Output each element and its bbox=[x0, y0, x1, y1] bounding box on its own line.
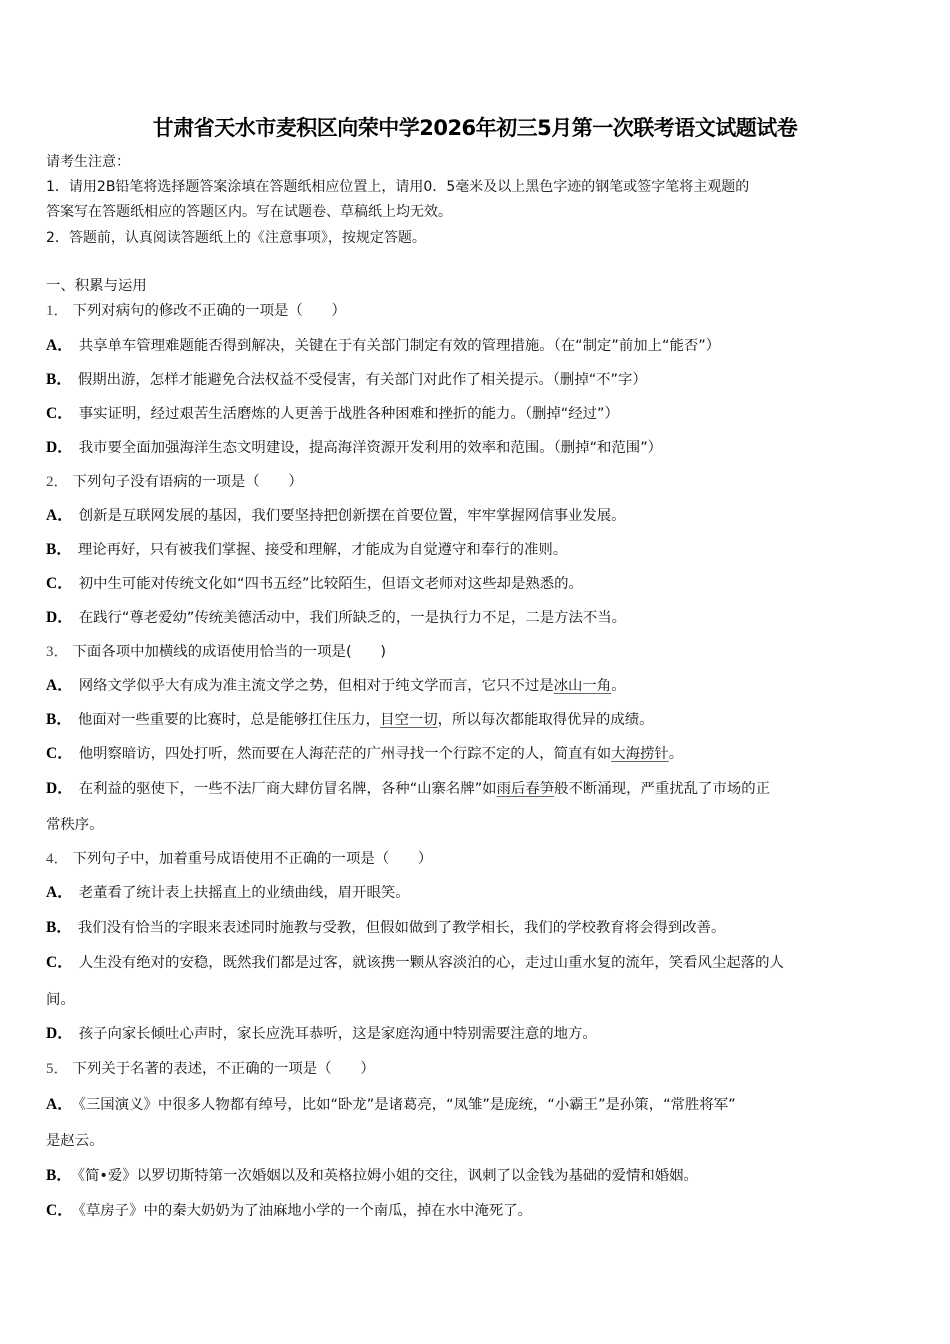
option-text: 初中生可能对传统文化如“四书五经”比较陌生，但语文老师对这些却是熟悉的。 bbox=[78, 576, 583, 592]
option-letter: B． bbox=[46, 919, 72, 936]
question-3-option-d-continued: 常秩序。 bbox=[46, 817, 104, 833]
question-5-option-a-continued: 是赵云。 bbox=[46, 1133, 104, 1149]
question-1-stem bbox=[46, 301, 346, 321]
notice-heading: 请考生注意： bbox=[46, 154, 130, 170]
question-5-option-a bbox=[46, 1095, 736, 1115]
question-number: 2． bbox=[46, 474, 69, 490]
notice-line-2: 答案写在答题纸相应的答题区内。写在试题卷、草稿纸上均无效。 bbox=[46, 204, 452, 220]
question-2-option-b bbox=[46, 540, 567, 560]
question-number: 4． bbox=[46, 851, 69, 867]
question-4-stem bbox=[46, 849, 432, 869]
question-2-option-c bbox=[46, 574, 583, 594]
question-text: 下列句子没有语病的一项是（ ） bbox=[72, 474, 303, 490]
option-text: 共享单车管理难题能否得到解决，关键在于有关部门制定有效的管理措施。（在“制定”前加上“能否”） bbox=[78, 338, 721, 354]
question-1-option-b bbox=[46, 370, 647, 390]
question-2-stem bbox=[46, 472, 303, 492]
question-3-option-c bbox=[46, 744, 683, 764]
question-2-option-d bbox=[46, 608, 626, 628]
option-text: 人生没有绝对的安稳，既然我们都是过客，就该携一颗从容淡泊的心，走过山重水复的流年，笑看风尘起落的人 bbox=[78, 955, 784, 971]
underlined-idiom: 大海捞针 bbox=[611, 746, 669, 762]
option-text: 假期出游，怎样才能避免合法权益不受侵害，有关部门对此作了相关提示。（删掉“不”字） bbox=[77, 372, 647, 388]
exam-title: 甘肃省天水市麦积区向荣中学2026年初三5月第一次联考语文试题试卷 bbox=[152, 116, 798, 140]
section-heading: 一、积累与运用 bbox=[46, 278, 147, 294]
option-letter: C． bbox=[46, 745, 73, 762]
underlined-idiom: 雨后春笋 bbox=[496, 781, 555, 797]
option-text: 我们没有恰当的字眼来表述同时施教与受教，但假如做到了教学相长，我们的学校教育将会得到改善。 bbox=[77, 920, 726, 936]
question-4-option-c bbox=[46, 953, 784, 973]
question-number: 5． bbox=[46, 1061, 69, 1077]
question-3-stem bbox=[46, 642, 386, 662]
option-text-end: ，所以每次都能取得优异的成绩。 bbox=[437, 712, 654, 728]
option-text: 我市要全面加强海洋生态文明建设，提高海洋资源开发利用的效率和范围。（删掉“和范围”） bbox=[78, 440, 663, 456]
option-letter: D． bbox=[46, 1025, 73, 1042]
option-text: 在践行“尊老爱幼”传统美德活动中，我们所缺乏的，一是执行力不足，二是方法不当。 bbox=[78, 610, 627, 626]
question-4-option-a bbox=[46, 883, 410, 903]
question-4-option-c-continued: 间。 bbox=[46, 992, 75, 1008]
option-letter: A． bbox=[46, 337, 73, 354]
option-letter: B． bbox=[46, 711, 72, 728]
question-3-option-b bbox=[46, 710, 654, 730]
question-3-option-a bbox=[46, 676, 626, 696]
question-2-option-a bbox=[46, 506, 626, 526]
option-text-end: 。 bbox=[668, 746, 684, 762]
option-text: 在利益的驱使下，一些不法厂商大肆仿冒名牌，各种“山寨名牌”如 bbox=[78, 781, 497, 797]
option-text: 事实证明，经过艰苦生活磨炼的人更善于战胜各种困难和挫折的能力。（删掉“经过”） bbox=[78, 406, 619, 422]
question-5-option-b bbox=[46, 1166, 698, 1186]
option-letter: D． bbox=[46, 780, 73, 797]
question-number: 3． bbox=[46, 644, 69, 660]
notice-line-3: 2．答题前，认真阅读答题纸上的《注意事项》，按规定答题。 bbox=[46, 230, 426, 246]
question-3-option-d bbox=[46, 779, 770, 799]
option-letter: C． bbox=[46, 954, 73, 971]
question-5-stem bbox=[46, 1059, 375, 1079]
option-text: 他明察暗访，四处打听，然而要在人海茫茫的广州寻找一个行踪不定的人，简直有如 bbox=[78, 746, 612, 762]
option-text: 创新是互联网发展的基因，我们要坚持把创新摆在首要位置，牢牢掌握网信事业发展。 bbox=[78, 508, 626, 524]
option-letter: D． bbox=[46, 609, 73, 626]
option-text: 孩子向家长倾吐心声时，家长应洗耳恭听，这是家庭沟通中特别需要注意的地方。 bbox=[78, 1026, 597, 1042]
option-text: 老董看了统计表上扶摇直上的业绩曲线，眉开眼笑。 bbox=[78, 885, 410, 901]
question-text: 下列关于名著的表述，不正确的一项是（ ） bbox=[72, 1061, 375, 1077]
underlined-idiom: 目空一切 bbox=[380, 712, 438, 728]
option-letter: B． bbox=[46, 541, 72, 558]
option-letter: C． bbox=[46, 405, 73, 422]
option-text-end: 般不断涌现，严重扰乱了市场的正 bbox=[554, 781, 771, 797]
option-text: 网络文学似乎大有成为准主流文学之势，但相对于纯文学而言，它只不过是 bbox=[78, 678, 554, 694]
notice-line-1: 1．请用2B铅笔将选择题答案涂填在答题纸相应位置上，请用0．5毫米及以上黑色字迹的钢笔或签字笔将主观题的 bbox=[46, 179, 750, 195]
question-text: 下列句子中，加着重号成语使用不正确的一项是（ ） bbox=[72, 851, 433, 867]
option-letter: A． bbox=[46, 677, 73, 694]
option-letter: A． bbox=[46, 884, 73, 901]
option-text: 《三国演义》中很多人物都有绰号，比如“卧龙”是诸葛亮，“凤雏”是庞统，“小霸王”是孙策，“常胜将军” bbox=[78, 1097, 736, 1113]
option-letter: A． bbox=[46, 1096, 73, 1113]
option-letter: D． bbox=[46, 439, 73, 456]
question-4-option-d bbox=[46, 1024, 597, 1044]
option-letter: B． bbox=[46, 371, 72, 388]
question-1-option-a bbox=[46, 336, 720, 356]
question-text: 下列对病句的修改不正确的一项是（ ） bbox=[72, 303, 346, 319]
option-letter: A． bbox=[46, 507, 73, 524]
option-letter: C． bbox=[46, 1202, 73, 1219]
option-text: 《简•爱》以罗切斯特第一次婚姻以及和英格拉姆小姐的交往，讽刺了以金钱为基础的爱情和婚姻。 bbox=[77, 1168, 698, 1184]
question-4-option-b bbox=[46, 918, 725, 938]
question-1-option-c bbox=[46, 404, 619, 424]
question-number: 1． bbox=[46, 303, 69, 319]
option-letter: C． bbox=[46, 575, 73, 592]
option-letter: B． bbox=[46, 1167, 72, 1184]
question-text: 下面各项中加横线的成语使用恰当的一项是( ) bbox=[72, 644, 386, 660]
option-text-end: 。 bbox=[611, 678, 626, 694]
option-text: 《草房子》中的秦大奶奶为了油麻地小学的一个南瓜，掉在水中淹死了。 bbox=[78, 1203, 533, 1219]
question-1-option-d bbox=[46, 438, 662, 458]
option-text: 理论再好，只有被我们掌握、接受和理解，才能成为自觉遵守和奉行的准则。 bbox=[77, 542, 568, 558]
option-text: 他面对一些重要的比赛时，总是能够扛住压力， bbox=[77, 712, 381, 728]
question-5-option-c bbox=[46, 1201, 532, 1221]
underlined-idiom: 冰山一角 bbox=[553, 678, 612, 694]
